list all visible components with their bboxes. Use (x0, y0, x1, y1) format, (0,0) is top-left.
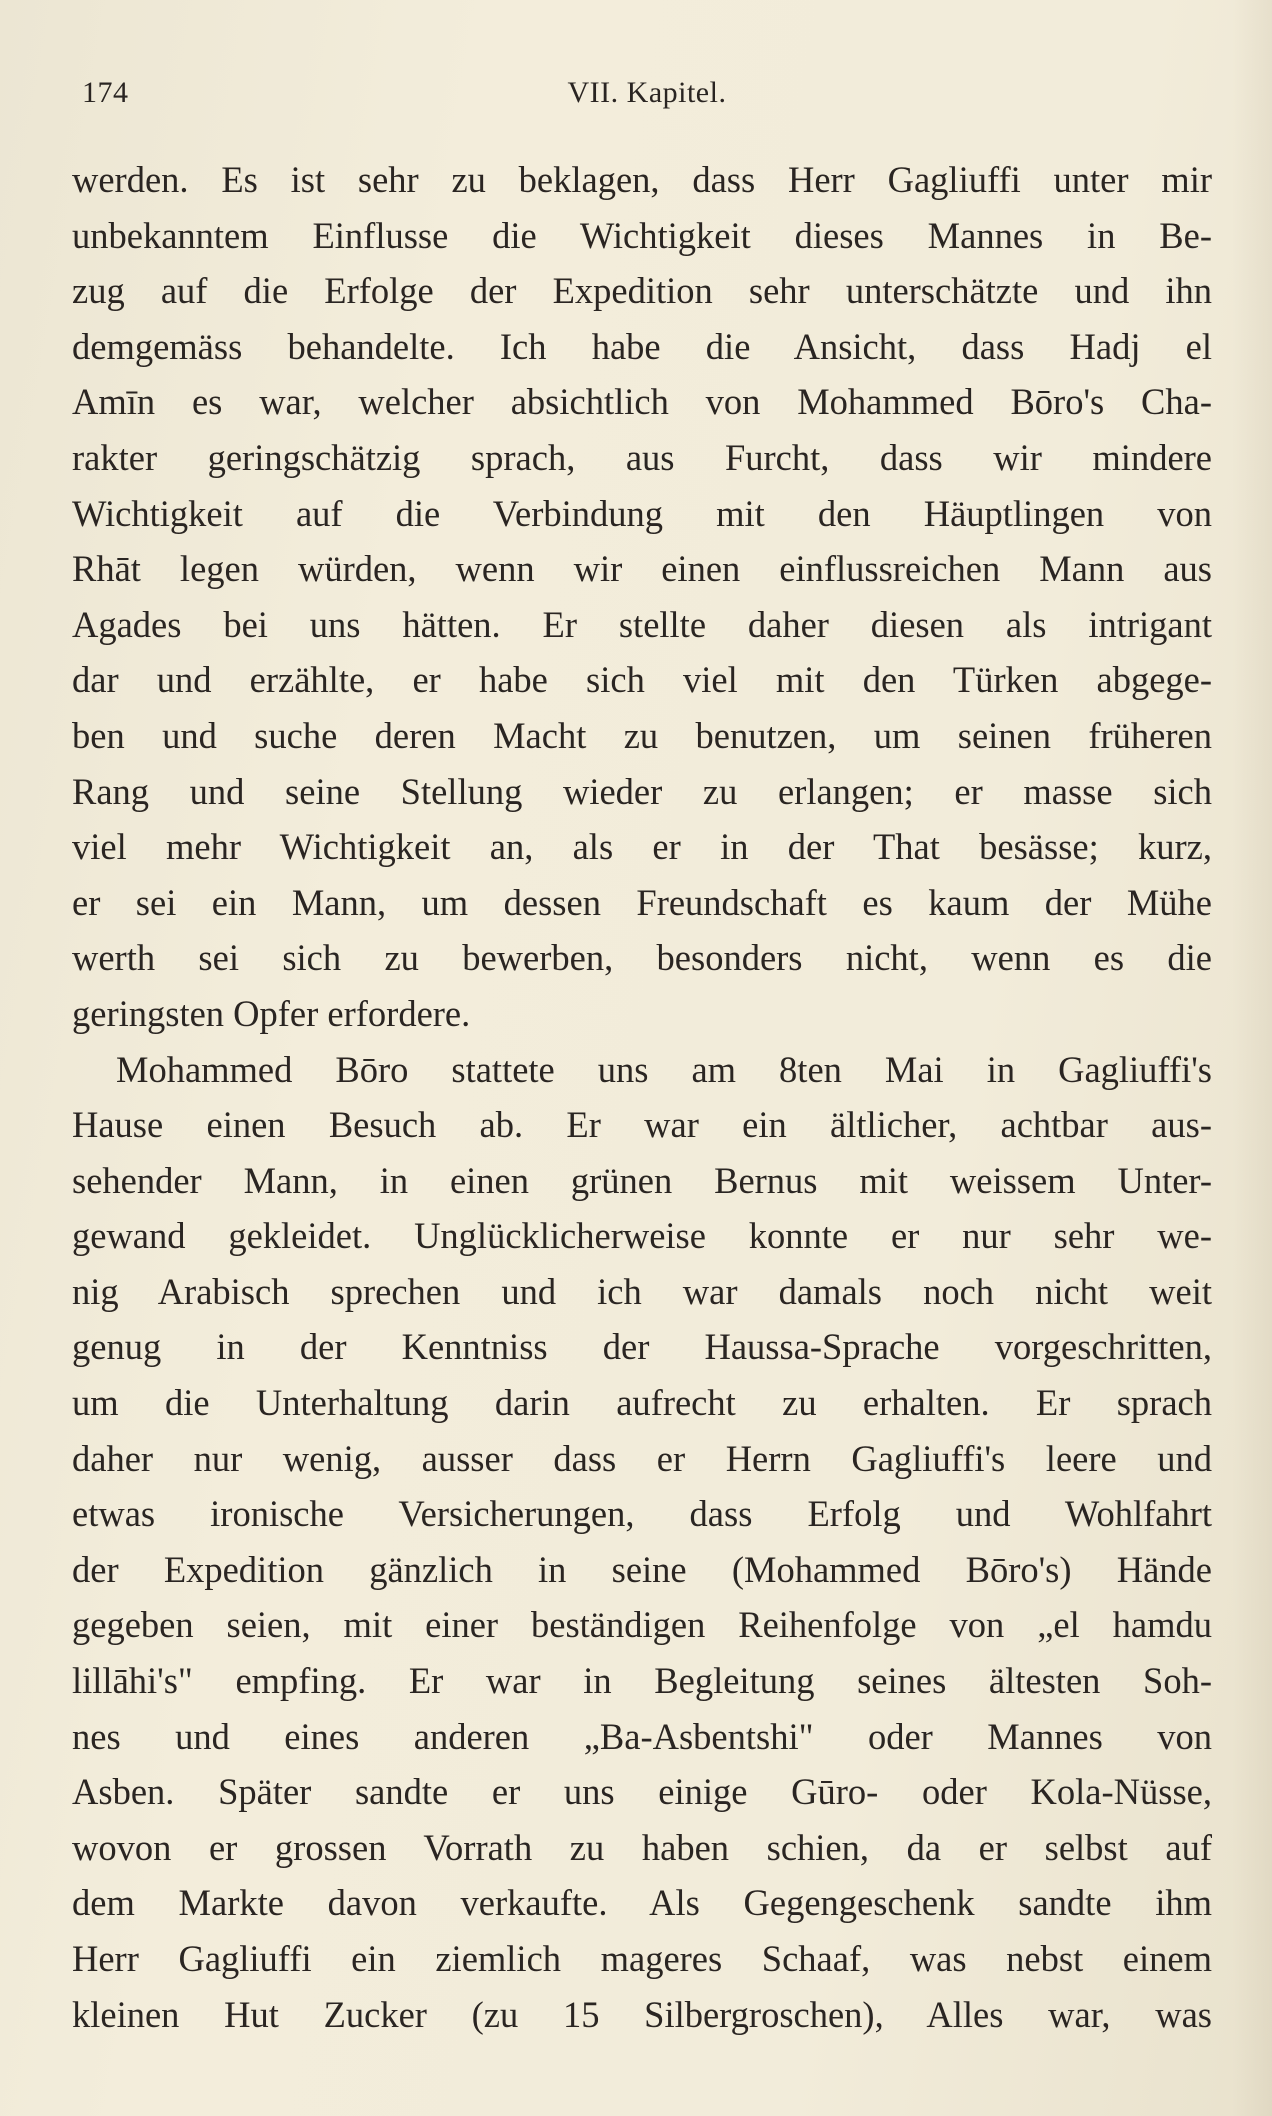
text-line: Herr Gagliuffi ein ziemlich mageres Schaaf, was nebst einem (72, 1938, 1212, 1979)
body-text (72, 152, 1212, 2042)
text-line: Amīn es war, welcher absichtlich von Mohammed Bōro's Cha- (72, 381, 1212, 423)
paragraph-1 (72, 152, 1212, 1042)
text-line: Rhāt legen würden, wenn wir einen einflussreichen Mann aus (72, 548, 1212, 590)
text-line: Rang und seine Stellung wieder zu erlangen; er masse sich (72, 770, 1212, 812)
text-line: der Expedition gänzlich in seine (Mohammed Bōro's) Hände (72, 1548, 1212, 1590)
chapter-title: VII. Kapitel. (567, 76, 727, 109)
text-line: rakter geringschätzig sprach, aus Furcht, dass wir mindere (72, 436, 1212, 478)
text-line: demgemäss behandelte. Ich habe die Ansicht, dass Hadj el (72, 325, 1212, 367)
page-edge-shadow (1232, 0, 1272, 2116)
paragraph-2 (72, 1042, 1212, 2043)
text-line: daher nur wenig, ausser dass er Herrn Gagliuffi's leere und (72, 1437, 1212, 1479)
text-line: genug in der Kenntniss der Haussa-Sprache vorgeschritten, (72, 1326, 1212, 1368)
page-number: 174 (82, 76, 129, 109)
text-line: kleinen Hut Zucker (zu 15 Silbergroschen), Alles war, was (72, 1993, 1212, 2035)
text-line: Asben. Später sandte er uns einige Gūro- oder Kola-Nüsse, (72, 1771, 1212, 1813)
text-line: gewand gekleidet. Unglücklicherweise konnte er nur sehr we- (72, 1215, 1212, 1257)
text-line: nes und eines anderen „Ba-Asbentshi" oder Mannes von (72, 1715, 1212, 1757)
text-line: etwas ironische Versicherungen, dass Erfolg und Wohlfahrt (72, 1493, 1212, 1535)
text-line: dar und erzählte, er habe sich viel mit den Türken abgege- (72, 659, 1212, 701)
text-line: er sei ein Mann, um dessen Freundschaft es kaum der Mühe (72, 881, 1212, 923)
text-line: Wichtigkeit auf die Verbindung mit den Häuptlingen von (72, 492, 1212, 534)
text-line: nig Arabisch sprechen und ich war damals noch nicht weit (72, 1270, 1212, 1312)
text-line: geringsten Opfer erfordere. (72, 992, 471, 1034)
text-line: werden. Es ist sehr zu beklagen, dass Herr Gagliuffi unter mir (72, 159, 1212, 200)
text-line: viel mehr Wichtigkeit an, als er in der That besässe; kurz, (72, 826, 1212, 868)
text-line: Hause einen Besuch ab. Er war ein ältlicher, achtbar aus- (72, 1104, 1212, 1146)
text-line: ben und suche deren Macht zu benutzen, um seinen früheren (72, 714, 1212, 756)
text-line: lillāhi's" empfing. Er war in Begleitung seines ältesten Soh- (72, 1660, 1212, 1702)
text-line: wovon er grossen Vorrath zu haben schien, da er selbst auf (72, 1826, 1212, 1868)
text-line: werth sei sich zu bewerben, besonders nicht, wenn es die (72, 937, 1212, 979)
text-line: Mohammed Bōro stattete uns am 8ten Mai in Gagliuffi's (116, 1048, 1212, 1090)
text-line: unbekanntem Einflusse die Wichtigkeit dieses Mannes in Be- (72, 214, 1212, 256)
text-line: dem Markte davon verkaufte. Als Gegengeschenk sandte ihm (72, 1882, 1212, 1924)
text-line: Agades bei uns hätten. Er stellte daher diesen als intrigant (72, 603, 1212, 645)
page-header (82, 72, 1212, 122)
text-line: gegeben seien, mit einer beständigen Reihenfolge von „el hamdu (72, 1604, 1212, 1646)
text-line: zug auf die Erfolge der Expedition sehr unterschätzte und ihn (72, 270, 1212, 312)
text-line: um die Unterhaltung darin aufrecht zu erhalten. Er sprach (72, 1382, 1212, 1424)
text-line: sehender Mann, in einen grünen Bernus mit weissem Unter- (72, 1159, 1212, 1201)
